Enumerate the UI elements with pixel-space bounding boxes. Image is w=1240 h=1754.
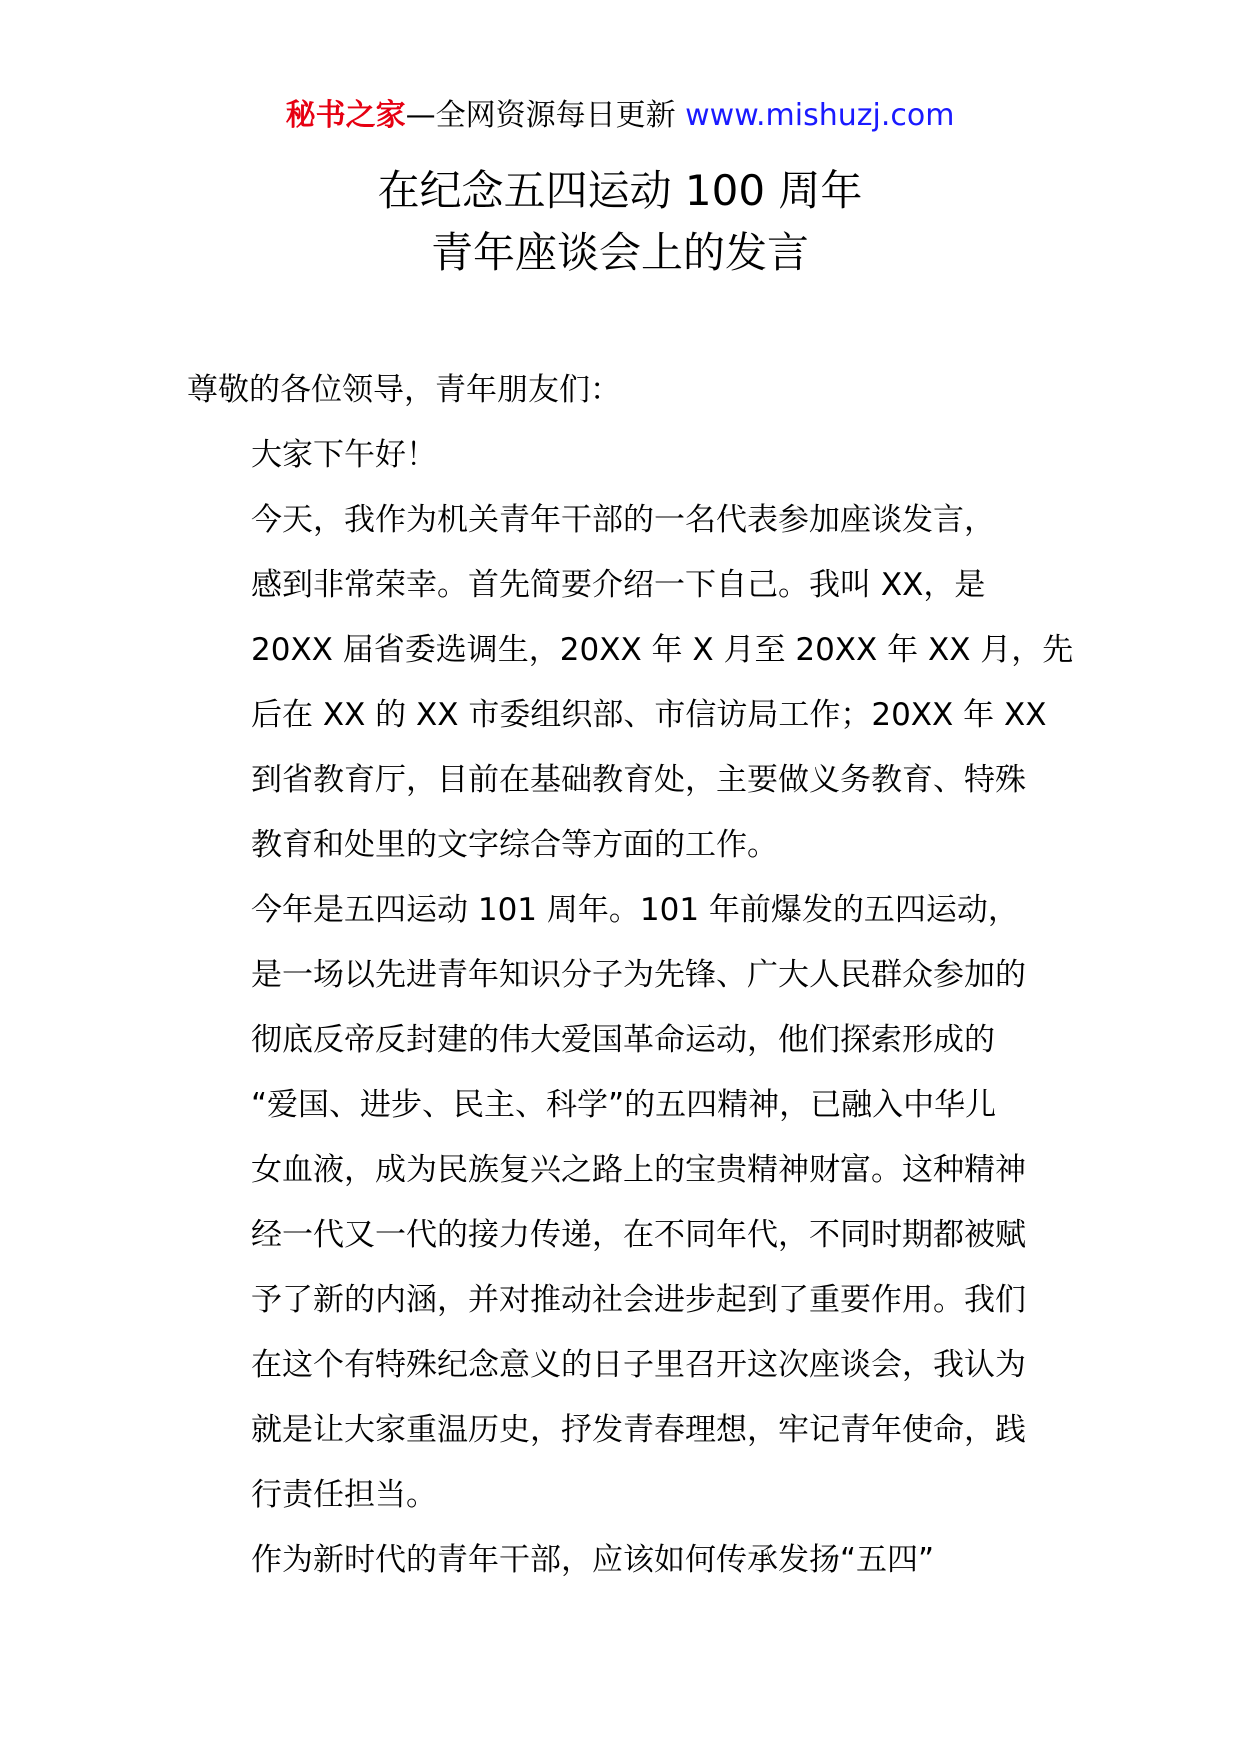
paragraph-line: 就是让大家重温历史，抒发青春理想，牢记青年使命，践 bbox=[251, 1412, 1026, 1448]
paragraph-line: 经一代又一代的接力传递，在不同年代，不同时期都被赋 bbox=[251, 1217, 1026, 1253]
site-slogan: —全网资源每日更新 bbox=[405, 98, 676, 133]
greeting: 大家下午好！ bbox=[251, 437, 437, 473]
paragraph-line: 感到非常荣幸。首先简要介绍一下自己。我叫 XX，是 bbox=[251, 567, 986, 603]
paragraph-may-fourth bbox=[187, 878, 1087, 1528]
paragraph-line: 在这个有特殊纪念意义的日子里召开这次座谈会，我认为 bbox=[251, 1347, 1026, 1383]
document-title-line-2: 青年座谈会上的发言 bbox=[430, 228, 809, 277]
paragraph-line: 女血液，成为民族复兴之路上的宝贵精神财富。这种精神 bbox=[251, 1152, 1026, 1188]
paragraph-line: 彻底反帝反封建的伟大爱国革命运动，他们探索形成的 bbox=[251, 1022, 995, 1058]
paragraph-new-era bbox=[187, 1528, 1087, 1593]
paragraph-line: 行责任担当。 bbox=[251, 1477, 437, 1513]
paragraph-line: 作为新时代的青年干部，应该如何传承发扬“五四” bbox=[251, 1542, 935, 1578]
paragraph-line: 予了新的内涵，并对推动社会进步起到了重要作用。我们 bbox=[251, 1282, 1026, 1318]
paragraph-line: 到省教育厅，目前在基础教育处，主要做义务教育、特殊 bbox=[251, 762, 1026, 798]
salutation: 尊敬的各位领导，青年朋友们： bbox=[187, 372, 621, 408]
document-body bbox=[187, 358, 1087, 1593]
site-url-link[interactable]: www.mishuzj.com bbox=[685, 98, 955, 133]
paragraph-line: 今年是五四运动 101 周年。101 年前爆发的五四运动， bbox=[251, 892, 1019, 928]
paragraph-line: 20XX 届省委选调生，20XX 年 X 月至 20XX 年 XX 月，先 bbox=[251, 632, 1074, 668]
paragraph-introduction bbox=[187, 488, 1087, 878]
paragraph-line: “爱国、进步、民主、科学”的五四精神，已融入中华儿 bbox=[251, 1087, 997, 1123]
document-title-line-1: 在纪念五四运动 100 周年 bbox=[377, 166, 863, 215]
paragraph-line: 今天，我作为机关青年干部的一名代表参加座谈发言， bbox=[251, 502, 995, 538]
paragraph-line: 是一场以先进青年知识分子为先锋、广大人民群众参加的 bbox=[251, 957, 1026, 993]
paragraph-line: 教育和处里的文字综合等方面的工作。 bbox=[251, 827, 778, 863]
site-header bbox=[0, 96, 1240, 136]
brand-name: 秘书之家 bbox=[285, 98, 406, 133]
paragraph-line: 后在 XX 的 XX 市委组织部、市信访局工作；20XX 年 XX bbox=[251, 697, 1047, 733]
